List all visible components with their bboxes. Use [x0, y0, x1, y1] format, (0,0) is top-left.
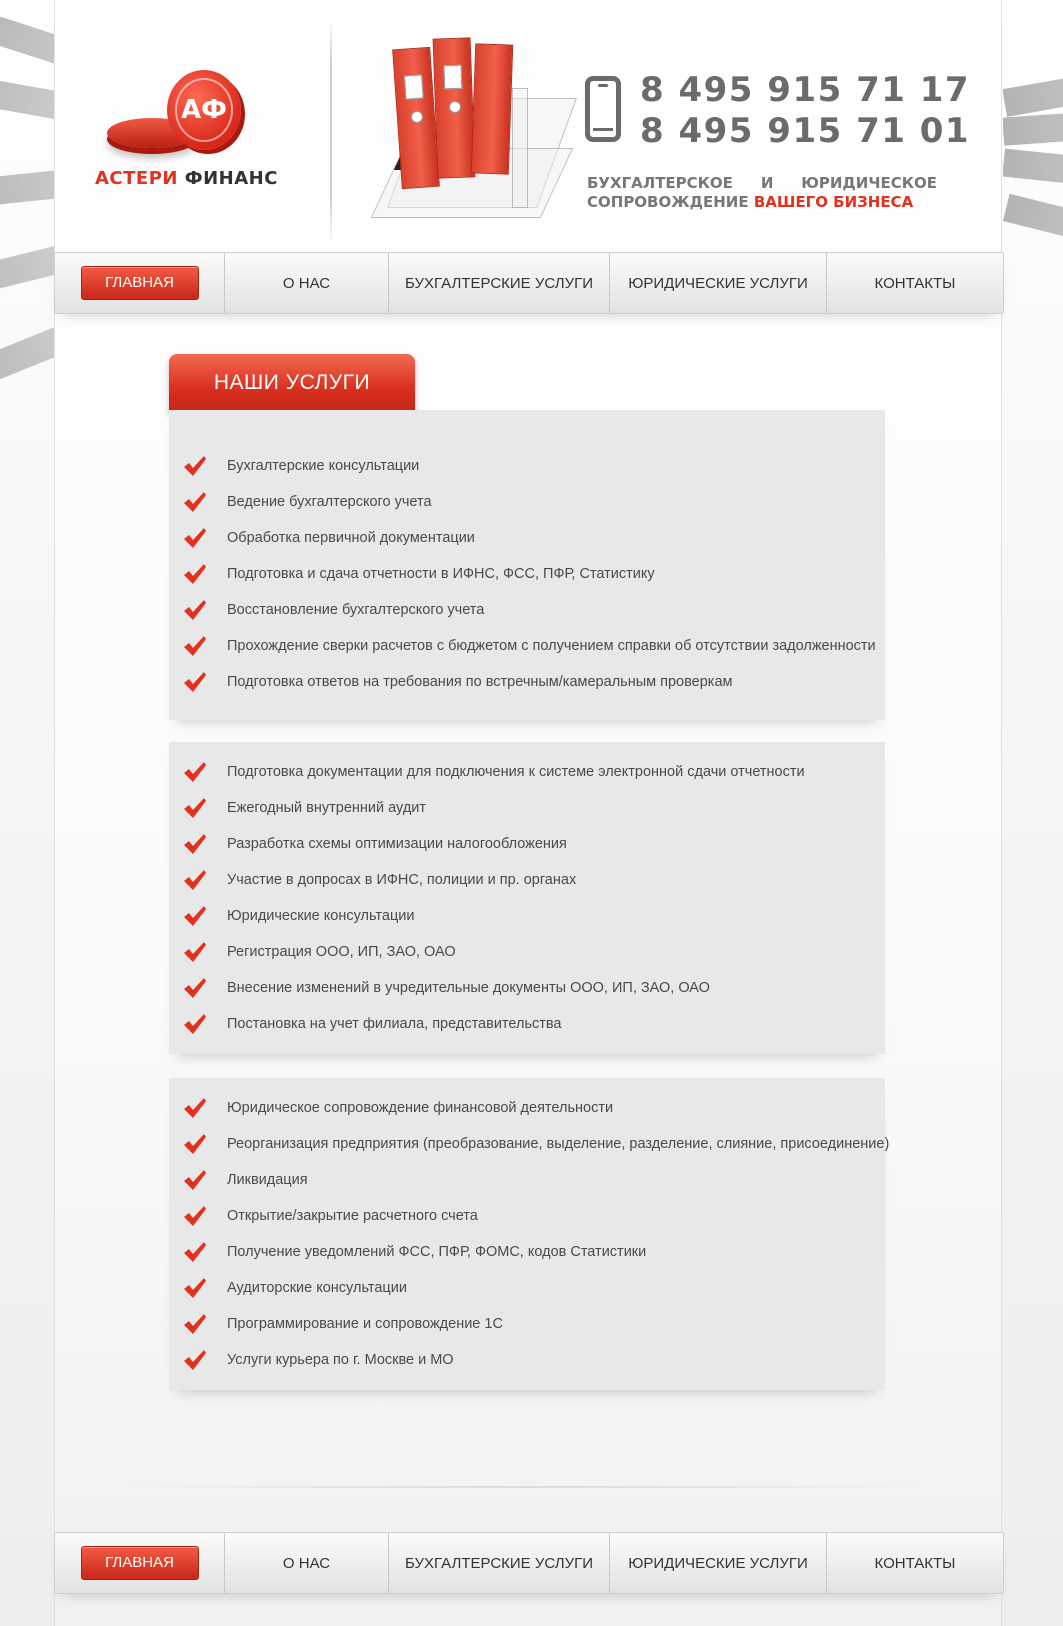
tagline-word-1: БУХГАЛТЕРСКОЕ: [587, 174, 733, 192]
service-item: [169, 1342, 885, 1378]
footer-nav-item-contacts[interactable]: КОНТАКТЫ: [874, 1554, 956, 1572]
check-icon: [183, 1169, 207, 1191]
tagline-word-2: И: [760, 174, 774, 192]
check-icon: [183, 1277, 207, 1299]
footer-nav-item-accounting[interactable]: БУХГАЛТЕРСКИЕ УСЛУГИ: [389, 1533, 610, 1593]
check-icon: [183, 1241, 207, 1263]
check-icon: [183, 635, 207, 657]
check-icon: [183, 527, 207, 549]
check-icon: [183, 1313, 207, 1335]
service-item: [169, 934, 885, 970]
service-item: [169, 862, 885, 898]
service-item-label: Внесение изменений в учредительные документы ООО, ИП, ЗАО, ОАО: [227, 980, 710, 996]
check-icon: [183, 797, 207, 819]
check-icon: [183, 869, 207, 891]
service-item-label: Прохождение сверки расчетов с бюджетом с получением справки об отсутствии задолженности: [227, 638, 876, 654]
nav-item-accounting[interactable]: БУХГАЛТЕРСКИЕ УСЛУГИ: [389, 253, 610, 313]
check-icon: [183, 1097, 207, 1119]
footer-divider: [125, 1486, 925, 1488]
service-item-label: Бухгалтерские консультации: [227, 458, 420, 474]
footer-nav-item-about[interactable]: О НАС: [225, 1533, 389, 1593]
nav-item-contacts[interactable]: КОНТАКТЫ: [874, 274, 956, 292]
service-item: [169, 1006, 885, 1042]
service-item: [169, 1270, 885, 1306]
service-item-label: Открытие/закрытие расчетного счета: [227, 1208, 478, 1224]
service-item: [169, 628, 885, 664]
service-item-label: Получение уведомлений ФСС, ПФР, ФОМС, кодов Статистики: [227, 1244, 647, 1260]
service-item: [169, 1090, 885, 1126]
check-icon: [183, 1013, 207, 1035]
check-icon: [183, 671, 207, 693]
service-item: [169, 1162, 885, 1198]
footer-nav-home-label[interactable]: ГЛАВНАЯ: [81, 1546, 199, 1580]
service-item: [169, 1126, 890, 1162]
page-container: [54, 0, 1002, 1626]
phone-number-2[interactable]: 8 495 915 71 01: [640, 111, 971, 151]
service-item: [169, 898, 885, 934]
footer-nav: [54, 1532, 1004, 1594]
check-icon: [183, 761, 207, 783]
footer-nav-item-home[interactable]: [55, 1533, 225, 1593]
service-item-label: Регистрация ООО, ИП, ЗАО, ОАО: [227, 944, 456, 960]
service-item: [169, 1234, 885, 1270]
services-group-2: [169, 742, 885, 1054]
service-item-label: Услуги курьера по г. Москве и МО: [227, 1352, 454, 1368]
service-item-label: Разработка схемы оптимизации налогообложения: [227, 836, 567, 852]
service-item: [169, 826, 885, 862]
service-item-label: Юридическое сопровождение финансовой деятельности: [227, 1100, 614, 1116]
brand-name-part1: АСТЕРИ: [95, 168, 178, 189]
check-icon: [183, 941, 207, 963]
service-item: [169, 790, 885, 826]
services-group-1: [169, 410, 885, 720]
binders-illustration: [367, 28, 597, 228]
service-item: [169, 520, 885, 556]
header: [55, 0, 1003, 252]
brand-name-part2: ФИНАНС: [184, 168, 278, 189]
tagline-line2-gray: СОПРОВОЖДЕНИЕ: [587, 193, 749, 211]
check-icon: [183, 977, 207, 999]
nav-item-home[interactable]: [55, 253, 225, 313]
service-item: [169, 1306, 885, 1342]
service-item-label: Программирование и сопровождение 1С: [227, 1316, 503, 1332]
footer-nav-item-legal[interactable]: ЮРИДИЧЕСКИЕ УСЛУГИ: [610, 1533, 827, 1593]
service-item: [169, 1198, 885, 1234]
service-item-label: Подготовка документации для подключения к системе электронной сдачи отчетности: [227, 764, 805, 780]
check-icon: [183, 905, 207, 927]
service-item: [169, 754, 885, 790]
check-icon: [183, 491, 207, 513]
check-icon: [183, 1349, 207, 1371]
service-item-label: Обработка первичной документации: [227, 530, 475, 546]
service-item: [169, 664, 885, 700]
decorative-stripes-right: [1003, 0, 1063, 420]
service-item-label: Подготовка и сдача отчетности в ИФНС, ФСС, ПФР, Статистику: [227, 566, 655, 582]
brand-name: [95, 168, 305, 189]
check-icon: [183, 1133, 207, 1155]
service-item-label: Ежегодный внутренний аудит: [227, 800, 427, 816]
nav-item-about[interactable]: О НАС: [225, 253, 389, 313]
service-item: [169, 448, 885, 484]
nav-item-legal[interactable]: ЮРИДИЧЕСКИЕ УСЛУГИ: [610, 253, 827, 313]
phone-number-1[interactable]: 8 495 915 71 17: [640, 70, 971, 110]
service-item-label: Ведение бухгалтерского учета: [227, 494, 432, 510]
service-item-label: Ликвидация: [227, 1172, 308, 1188]
decorative-stripes-left: [0, 0, 60, 420]
service-item-label: Юридические консультации: [227, 908, 415, 924]
services-group-3: [169, 1078, 890, 1390]
service-item-label: Аудиторские консультации: [227, 1280, 407, 1296]
header-divider: [330, 18, 332, 244]
logo-mark: АФ: [175, 78, 233, 142]
service-item-label: Подготовка ответов на требования по встречным/камеральным проверкам: [227, 674, 733, 690]
service-item-label: Реорганизация предприятия (преобразование, выделение, разделение, слияние, присоединение): [227, 1136, 890, 1152]
check-icon: [183, 563, 207, 585]
tagline-line2-red: ВАШЕГО БИЗНЕСА: [753, 193, 914, 211]
service-item: [169, 484, 885, 520]
service-item-label: Участие в допросах в ИФНС, полиции и пр. органах: [227, 872, 577, 888]
coin-icon: [167, 70, 241, 150]
check-icon: [183, 1205, 207, 1227]
service-item-label: Постановка на учет филиала, представительства: [227, 1016, 562, 1032]
check-icon: [183, 455, 207, 477]
check-icon: [183, 833, 207, 855]
phone-icon: [585, 76, 621, 142]
services-title: НАШИ УСЛУГИ: [169, 354, 415, 412]
tagline: [587, 174, 937, 212]
service-item-label: Восстановление бухгалтерского учета: [227, 602, 485, 618]
logo[interactable]: [95, 60, 305, 200]
service-item: [169, 556, 885, 592]
service-item: [169, 592, 885, 628]
main-nav: [54, 252, 1004, 314]
service-item: [169, 970, 885, 1006]
check-icon: [183, 599, 207, 621]
nav-home-label[interactable]: ГЛАВНАЯ: [81, 266, 199, 300]
tagline-word-3: ЮРИДИЧЕСКОЕ: [801, 174, 937, 192]
